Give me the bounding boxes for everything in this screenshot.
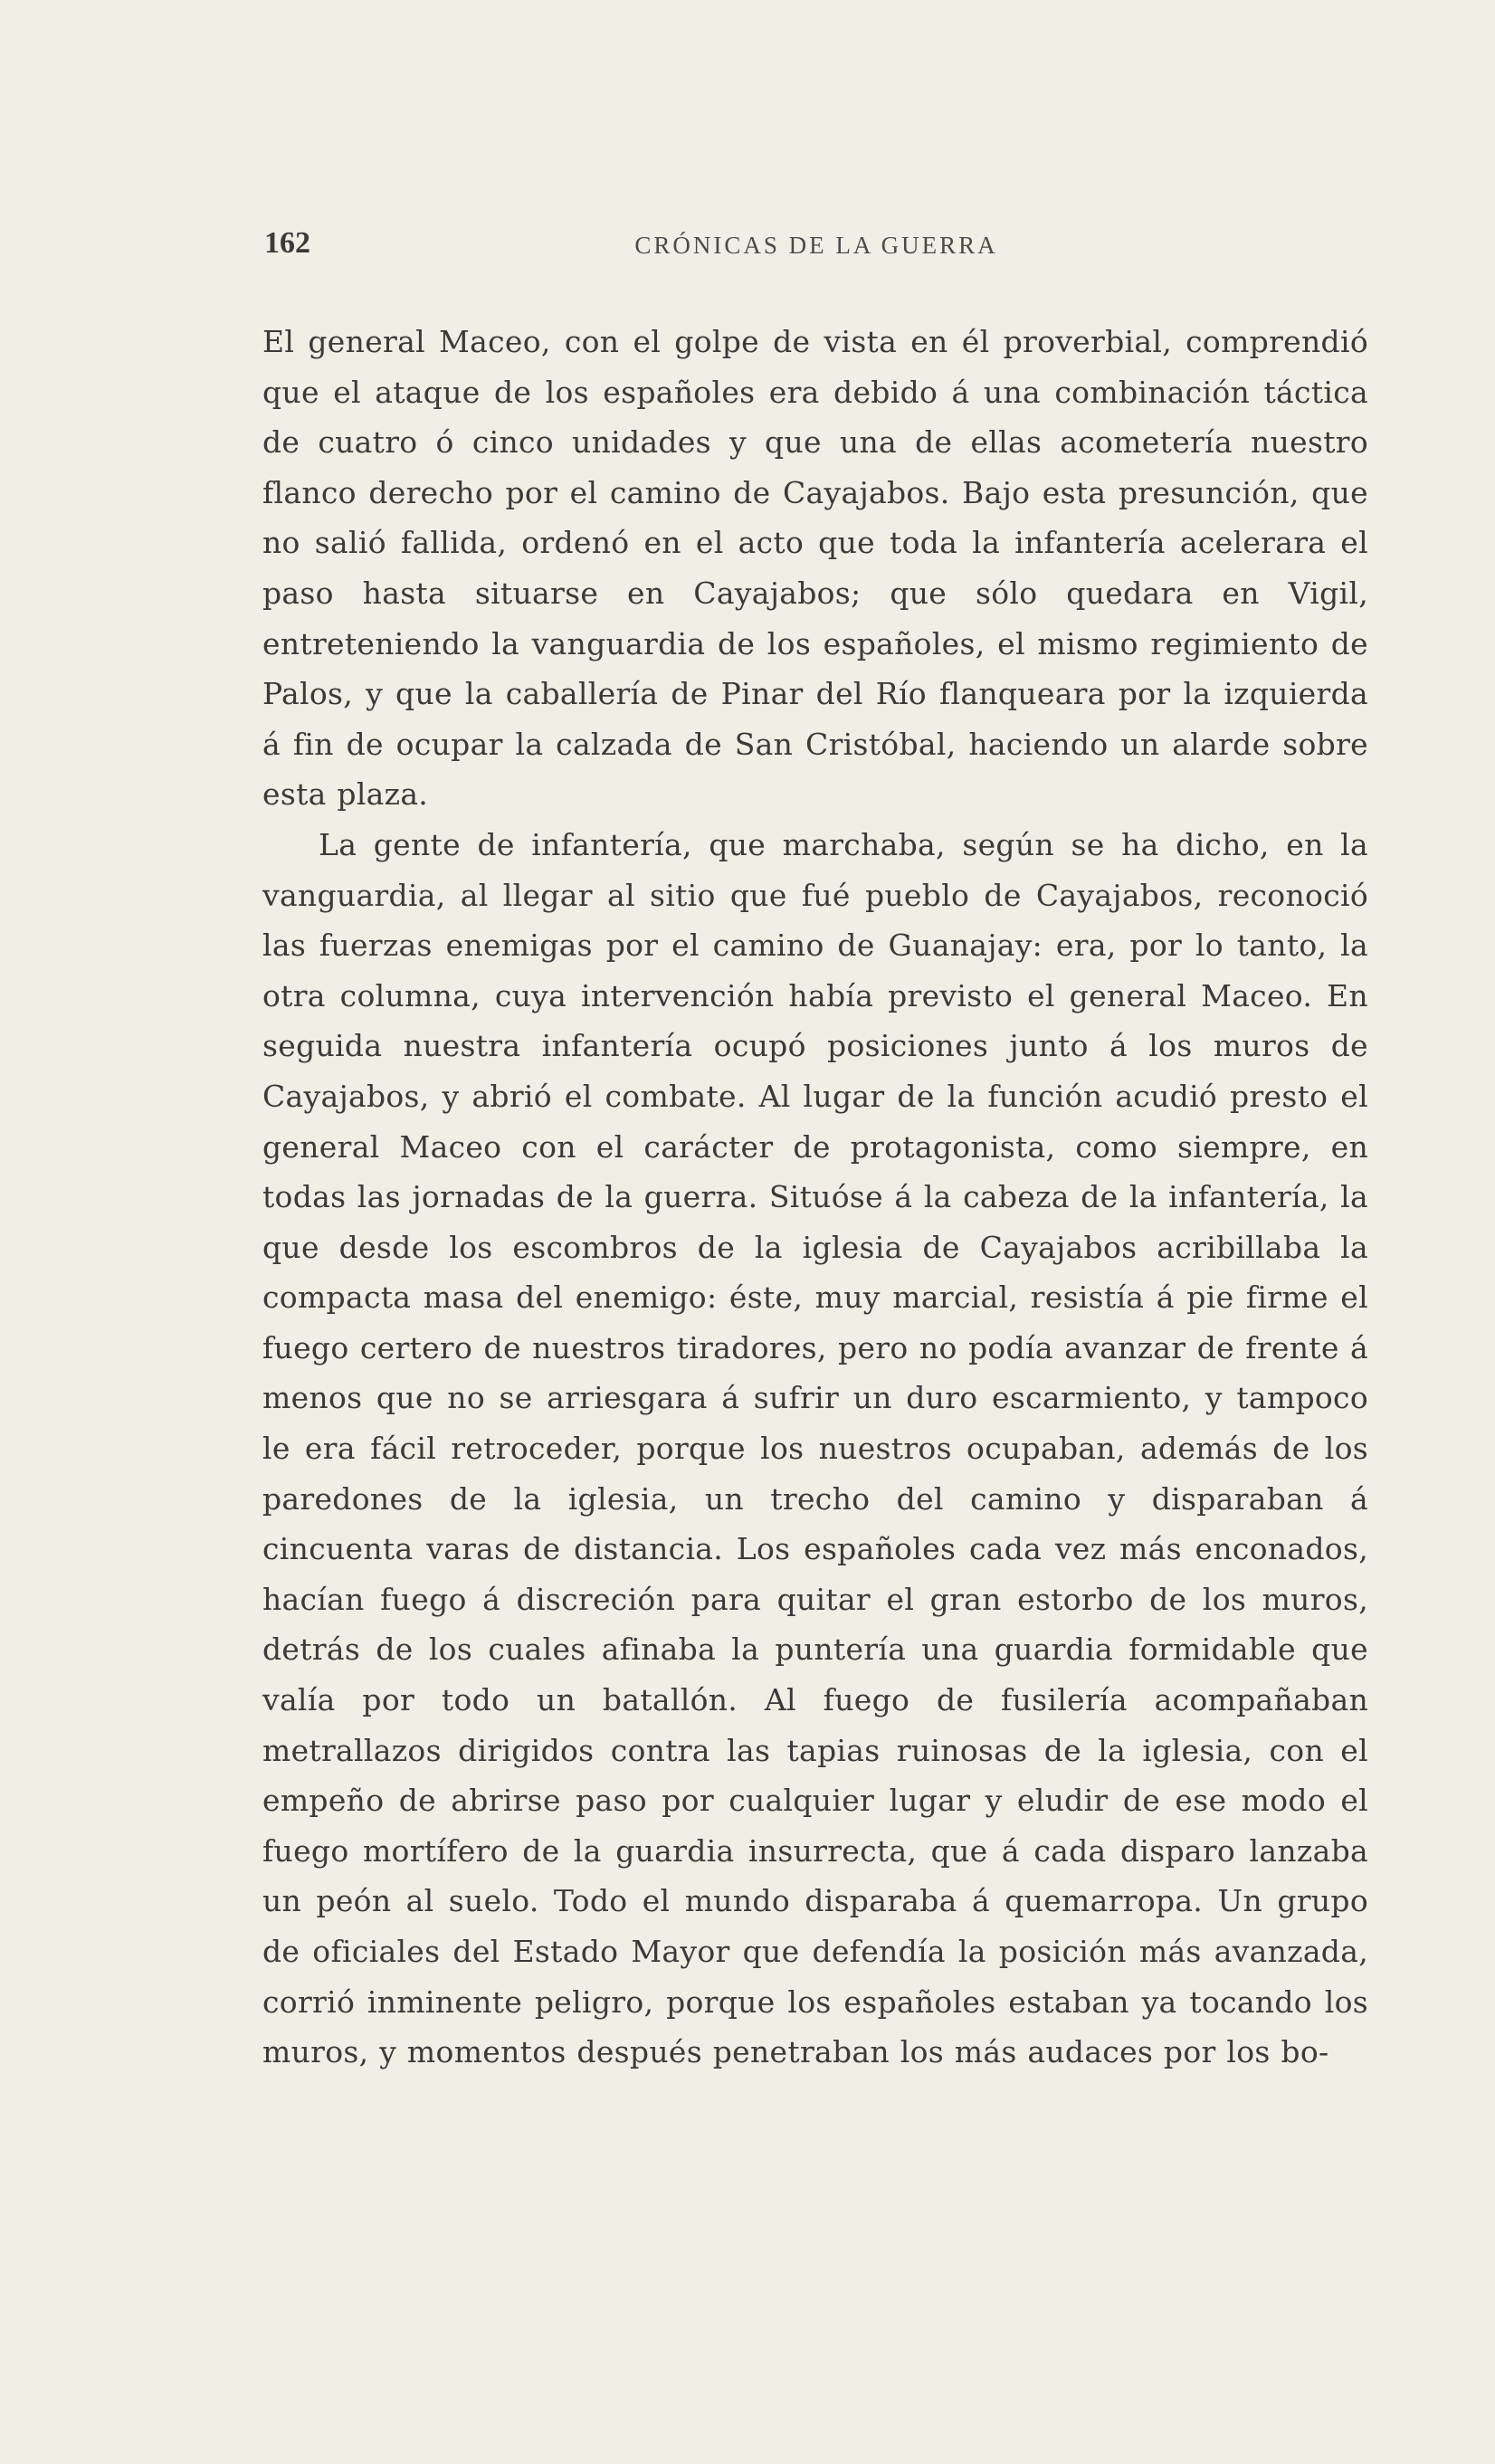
- paragraph-2: La gente de infantería, que marchaba, según se ha dicho, en la vanguardia, al llegar al sitio que fué pueblo de Cayajabos, reconoció las fuerzas enemigas por el camino de Guanajay: era, por lo tanto, la otra columna, cuya intervención había previsto el general Maceo. En seguida nuestra infantería ocupó posiciones junto á los muros de Cayajabos, y abrió el combate. Al lugar de la función acudió presto el general Maceo con el carácter de protagonista, como siempre, en todas las jornadas de la guerra. Situóse á la cabeza de la infantería, la que desde los escombros de la iglesia de Cayajabos acribillaba la compacta masa del enemigo: éste, muy marcial, resistía á pie firme el fuego certero de nuestros tiradores, pero no podía avanzar de frente á menos que no se arriesgara á sufrir un duro escarmiento, y tampoco le era fácil retroceder, porque los nuestros ocupaban, además de los paredones de la iglesia, un trecho del camino y disparaban á cincuenta varas de distancia. Los españoles cada vez más enconados, hacían fuego á discreción para quitar el gran estorbo de los muros, detrás de los cuales afinaba la puntería una guardia formidable que valía por todo un batallón. Al fuego de fusilería acompañaban metrallazos dirigidos contra las tapias ruinosas de la iglesia, con el empeño de abrirse paso por cualquier lugar y eludir de ese modo el fuego mortífero de la guardia insurrecta, que á cada disparo lanzaba un peón al suelo. Todo el mundo disparaba á quemarropa. Un grupo de oficiales del Estado Mayor que defendía la posición más avanzada, corrió inminente peligro, porque los españoles estaban ya tocando los muros, y momentos después penetraban los más audaces por los bo-: [262, 826, 1368, 2070]
- running-head: CRÓNICAS DE LA GUERRA: [634, 232, 998, 259]
- page-number: 162: [264, 226, 310, 260]
- page-header: [264, 226, 1368, 281]
- body-text: [262, 317, 1368, 2078]
- paragraph-1: El general Maceo, con el golpe de vista en él proverbial, comprendió que el ataque de los españoles era debido á una combinación táctica de cuatro ó cinco unidades y que una de ellas acometería nuestro flanco derecho por el camino de Cayajabos. Bajo esta presunción, que no salió fallida, ordenó en el acto que toda la infantería acelerara el paso hasta situarse en Cayajabos; que sólo quedara en Vigil, entreteniendo la vanguardia de los españoles, el mismo regimiento de Palos, y que la caballería de Pinar del Río flanqueara por la izquierda á fin de ocupar la calzada de San Cristóbal, haciendo un alarde sobre esta plaza.: [262, 324, 1368, 813]
